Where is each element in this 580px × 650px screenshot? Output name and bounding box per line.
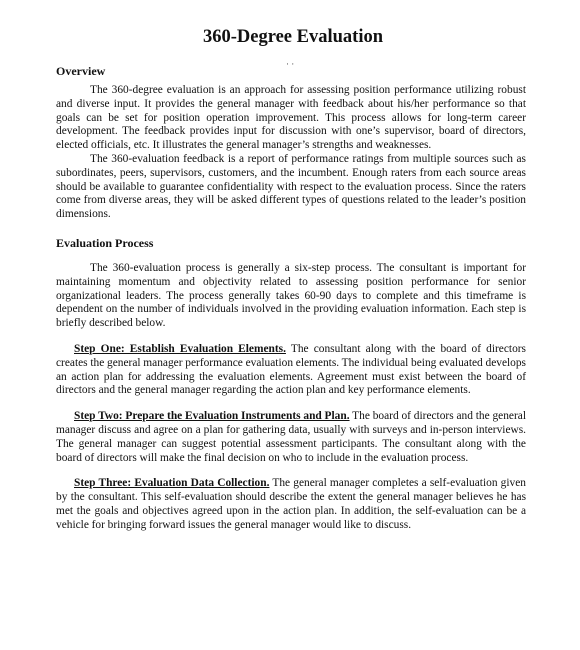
document-title: 360-Degree Evaluation xyxy=(202,27,383,47)
spacer xyxy=(56,398,526,410)
stray-mark: · · xyxy=(286,59,295,69)
overview-paragraph-2: The 360-evaluation feedback is a report of performance ratings from multiple sources such as subordinates, peers, supervisors, customers, and the incumbent. Enough raters from each source areas should be available to guarantee confidentiality with respect to the evaluation process. Since the raters come from diverse areas, they will be asked different types of questions related to the leader’s position dimensions. xyxy=(56,152,526,221)
step-one-body: The consultant along with the board of directors creates the general manager performance evaluation elements. The individual being evaluated develops an action plan for addressing the evaluation elements. Agreement must exist between the board of directors and the general manager regarding the action plan and key performance elements. xyxy=(56,342,526,397)
section-heading-evaluation-process: Evaluation Process xyxy=(56,235,154,250)
step-two-paragraph xyxy=(56,410,526,465)
step-two-body: The board of directors and the general manager discuss and agree on a plan for gathering data, usually with surveys and in-person interviews. The general manager can suggest potential assessment participants. The consultant along with the board of directors will make the final decision on who to include in the evaluation process. xyxy=(56,410,526,464)
step-three-body: The general manager completes a self-evaluation given by the consultant. This self-evaluation should describe the extent the general manager believes he has met the goals and objectives agreed upon in the action plan. In addition, the self-evaluation can be a vehicle for bringing forward issues the general manager would like to discuss. xyxy=(56,477,526,531)
evaluation-process-intro: The 360-evaluation process is generally a six-step process. The consultant is important for maintaining momentum and objectivity related to assessing position performance for senior organizational leaders. The process generally takes 60-90 days to complete and this timeframe is dependent on the number of individuals involved in the providing evaluation information. Each step is briefly described below. xyxy=(56,261,526,330)
section-heading-overview: Overview xyxy=(56,64,106,78)
step-one-paragraph xyxy=(56,343,526,398)
spacer xyxy=(56,331,526,343)
spacer xyxy=(56,465,526,477)
step-two-title: Step Two: Prepare the Evaluation Instruments and Plan. xyxy=(74,410,350,423)
step-three-title: Step Three: Evaluation Data Collection. xyxy=(74,477,270,490)
step-three-paragraph xyxy=(56,477,526,532)
spacer xyxy=(56,222,526,236)
step-one-title: Step One: Establish Evaluation Elements. xyxy=(74,342,286,355)
overview-paragraph-1: The 360-degree evaluation is an approach for assessing position performance utilizing robust and diverse input. It provides the general manager with feedback about his/her performance so that goals can be set for position operation improvement. This process allows for long-term career development. The feedback provides input for discussion with one’s supervisor, board of directors, elected officials, etc. It illustrates the general manager’s strengths and weaknesses. xyxy=(56,84,526,152)
